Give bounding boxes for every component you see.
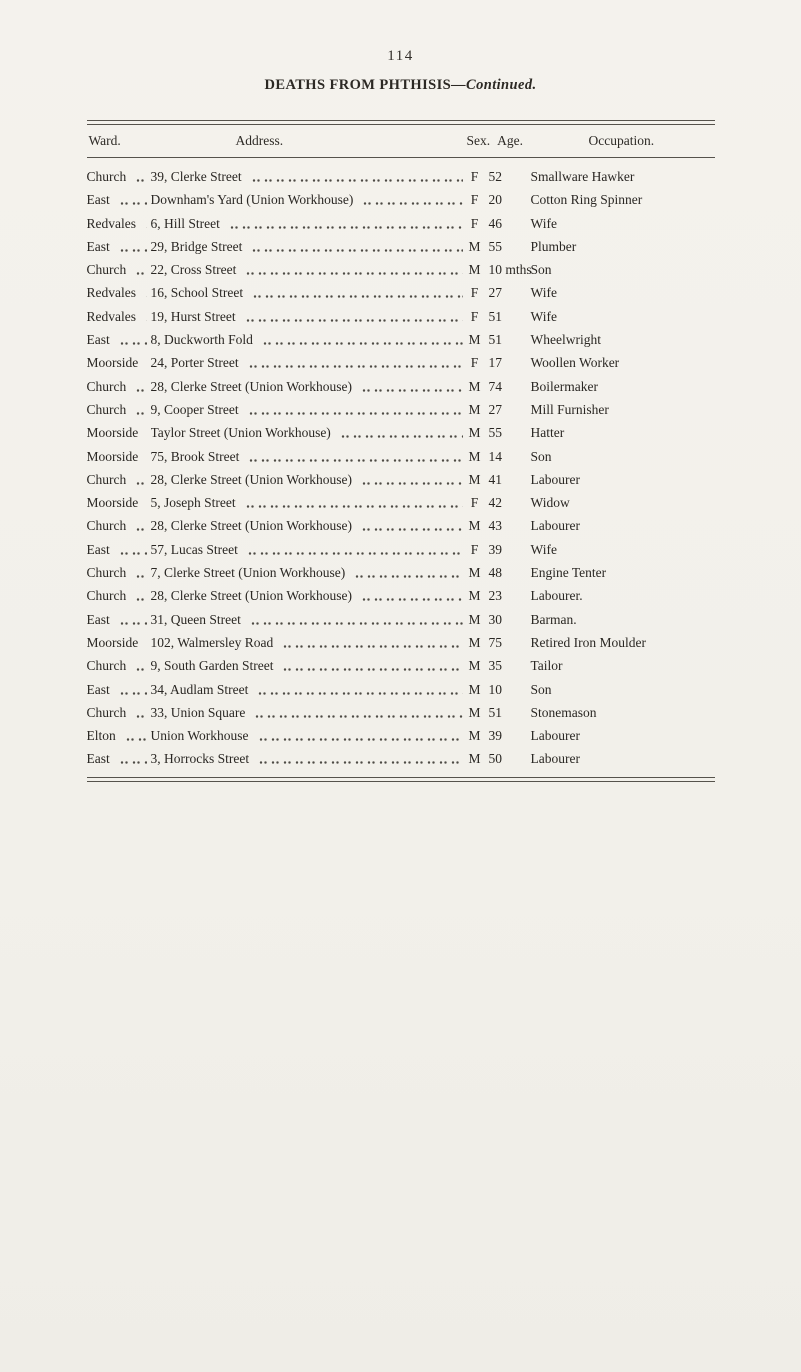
ward-cell: Moorside	[86, 495, 139, 511]
sex-cell: F	[470, 541, 479, 557]
ward-column	[87, 584, 151, 607]
occupation-cell: Barman.	[530, 611, 577, 627]
address-cell: Taylor Street (Union Workhouse)	[150, 425, 331, 441]
age-cell: 39	[488, 541, 502, 557]
address-cell: 31, Queen Street	[150, 611, 241, 627]
ward-cell: Church	[86, 262, 127, 278]
address-cell: 3, Horrocks Street	[150, 751, 250, 767]
age-cell: 42	[488, 495, 502, 511]
table-row	[87, 398, 715, 421]
ward-column	[87, 538, 151, 561]
ward-column	[87, 514, 151, 537]
ward-cell: Church	[86, 518, 127, 534]
ward-cell: Moorside	[86, 355, 139, 371]
address-column	[151, 165, 467, 188]
ward-cell: Church	[86, 658, 127, 674]
dot-leader	[132, 654, 146, 677]
address-column	[151, 235, 467, 258]
ward-column	[87, 701, 151, 724]
deaths-table	[87, 120, 715, 782]
address-column	[151, 514, 467, 537]
dot-leader	[144, 491, 146, 514]
dot-leader	[248, 165, 463, 188]
address-column	[151, 328, 467, 351]
ward-column	[87, 491, 151, 514]
age-cell: 43	[488, 518, 502, 534]
ward-column	[87, 258, 151, 281]
ward-cell: East	[86, 192, 110, 208]
address-cell: 28, Clerke Street (Union Workhouse)	[150, 471, 352, 487]
dot-leader	[358, 468, 463, 491]
dot-leader	[358, 514, 463, 537]
address-cell: 9, Cooper Street	[150, 401, 239, 417]
age-cell: 17	[488, 355, 502, 371]
address-cell: Downham's Yard (Union Workhouse)	[150, 192, 354, 208]
address-column	[151, 631, 467, 654]
sex-cell: M	[468, 332, 481, 348]
sex-cell: F	[470, 215, 479, 231]
occupation-cell: Labourer	[530, 728, 580, 744]
occupation-cell: Wife	[530, 308, 557, 324]
address-cell: Union Workhouse	[150, 728, 249, 744]
address-column	[151, 281, 467, 304]
dot-leader	[132, 561, 146, 584]
table-row	[87, 305, 715, 328]
ward-cell: Moorside	[86, 425, 139, 441]
ward-cell: East	[86, 332, 110, 348]
occupation-cell: Tailor	[530, 658, 563, 674]
table-row	[87, 747, 715, 770]
dot-leader	[337, 421, 463, 444]
ward-cell: East	[86, 541, 110, 557]
address-cell: 29, Bridge Street	[150, 238, 243, 254]
dot-leader	[144, 351, 146, 374]
occupation-cell: Engine Tenter	[530, 565, 607, 581]
age-cell: 55	[488, 425, 502, 441]
dot-leader	[245, 398, 463, 421]
table-row	[87, 584, 715, 607]
dot-leader	[245, 445, 462, 468]
occupation-cell: Wife	[530, 215, 557, 231]
header-sex: Sex.	[466, 133, 491, 148]
sex-cell: M	[468, 425, 481, 441]
dot-leader	[116, 538, 147, 561]
ward-column	[87, 351, 151, 374]
dot-leader	[242, 491, 463, 514]
sex-cell: M	[468, 611, 481, 627]
address-cell: 8, Duckworth Fold	[150, 332, 253, 348]
dot-leader	[358, 584, 463, 607]
sex-cell: F	[470, 308, 479, 324]
ward-column	[87, 608, 151, 631]
table-row	[87, 258, 715, 281]
bottom-double-rule	[87, 777, 715, 782]
address-cell: 102, Walmersley Road	[150, 634, 274, 650]
ward-column	[87, 188, 151, 211]
ward-cell: Church	[86, 588, 127, 604]
table-row	[87, 235, 715, 258]
sex-cell: F	[470, 192, 479, 208]
address-cell: 34, Audlam Street	[150, 681, 249, 697]
title-continued: —Continued.	[451, 77, 537, 93]
dot-leader	[226, 212, 463, 235]
table-row	[87, 491, 715, 514]
ward-cell: Redvales	[86, 285, 136, 301]
occupation-cell: Cotton Ring Spinner	[530, 192, 643, 208]
address-cell: 28, Clerke Street (Union Workhouse)	[150, 518, 352, 534]
table-row	[87, 328, 715, 351]
dot-leader	[116, 608, 147, 631]
sex-cell: F	[470, 169, 479, 184]
address-column	[151, 608, 467, 631]
table-body	[87, 165, 715, 771]
dot-leader	[142, 305, 147, 328]
dot-leader	[116, 235, 147, 258]
table-row	[87, 561, 715, 584]
age-cell: 51	[488, 704, 502, 720]
address-cell: 5, Joseph Street	[150, 495, 236, 511]
table-row	[87, 281, 715, 304]
dot-leader	[144, 631, 146, 654]
occupation-cell: Boilermaker	[530, 378, 598, 394]
dot-leader	[142, 281, 147, 304]
occupation-cell: Labourer	[530, 751, 580, 767]
ward-column	[87, 375, 151, 398]
address-cell: 75, Brook Street	[150, 448, 240, 464]
address-cell: 24, Porter Street	[150, 355, 239, 371]
dot-leader	[132, 701, 146, 724]
dot-leader	[249, 281, 462, 304]
address-column	[151, 445, 467, 468]
ward-cell: Church	[86, 378, 127, 394]
occupation-cell: Plumber	[530, 238, 577, 254]
ward-column	[87, 165, 151, 188]
sex-cell: F	[470, 355, 479, 371]
dot-leader	[248, 235, 462, 258]
occupation-cell: Stonemason	[530, 704, 597, 720]
ward-cell: Church	[86, 565, 127, 581]
sex-cell: M	[468, 238, 481, 254]
sex-cell: M	[468, 704, 481, 720]
dot-leader	[244, 538, 463, 561]
age-cell: 51	[488, 308, 502, 324]
sex-cell: M	[468, 634, 481, 650]
address-cell: 7, Clerke Street (Union Workhouse)	[150, 565, 346, 581]
dot-leader	[132, 514, 146, 537]
address-column	[151, 701, 467, 724]
table-row	[87, 701, 715, 724]
table-header-row	[87, 125, 715, 157]
dot-leader	[358, 375, 463, 398]
page-number: 114	[387, 48, 414, 64]
ward-column	[87, 212, 151, 235]
ward-column	[87, 421, 151, 444]
dot-leader	[132, 398, 146, 421]
table-row	[87, 678, 715, 701]
sex-cell: F	[470, 495, 479, 511]
age-cell: 75	[488, 634, 502, 650]
age-cell: 27	[488, 285, 502, 301]
age-cell: 35	[488, 658, 502, 674]
ward-column	[87, 398, 151, 421]
ward-cell: Redvales	[86, 308, 136, 324]
address-cell: 33, Union Square	[150, 704, 246, 720]
page-title	[0, 77, 801, 94]
occupation-cell: Hatter	[530, 425, 565, 441]
address-column	[151, 305, 467, 328]
address-column	[151, 747, 467, 770]
table-row	[87, 724, 715, 747]
dot-leader	[255, 747, 462, 770]
address-column	[151, 678, 467, 701]
header-rule	[87, 157, 715, 158]
ward-cell: Moorside	[86, 448, 139, 464]
age-cell: 30	[488, 611, 502, 627]
sex-cell: M	[468, 728, 481, 744]
age-cell: 23	[488, 588, 502, 604]
ward-cell: Church	[86, 169, 127, 184]
ward-cell: Redvales	[86, 215, 136, 231]
address-column	[151, 398, 467, 421]
occupation-cell: Son	[530, 681, 552, 697]
ward-cell: Church	[86, 401, 127, 417]
ward-cell: Church	[86, 704, 127, 720]
address-column	[151, 258, 467, 281]
ward-column	[87, 328, 151, 351]
address-cell: 16, School Street	[150, 285, 244, 301]
ward-column	[87, 445, 151, 468]
occupation-cell: Mill Furnisher	[530, 401, 609, 417]
age-cell: 41	[488, 471, 502, 487]
dot-leader	[116, 747, 147, 770]
header-age: Age.	[497, 133, 523, 148]
ward-cell: East	[86, 611, 110, 627]
age-cell: 48	[488, 565, 502, 581]
address-cell: 28, Clerke Street (Union Workhouse)	[150, 588, 352, 604]
header-sex-age	[467, 125, 531, 157]
dot-leader	[116, 678, 147, 701]
occupation-cell: Wife	[530, 541, 557, 557]
occupation-cell: Woollen Worker	[530, 355, 620, 371]
ward-column	[87, 561, 151, 584]
occupation-cell: Wheelwright	[530, 332, 601, 348]
address-column	[151, 724, 467, 747]
ward-column	[87, 235, 151, 258]
table-row	[87, 631, 715, 654]
dot-leader	[142, 212, 147, 235]
ward-cell: Church	[86, 471, 127, 487]
dot-leader	[279, 631, 462, 654]
address-cell: 19, Hurst Street	[150, 308, 236, 324]
ward-column	[87, 631, 151, 654]
sex-cell: M	[468, 518, 481, 534]
dot-leader	[132, 165, 146, 188]
address-cell: 39, Clerke Street	[150, 169, 242, 184]
ward-cell: East	[86, 751, 110, 767]
dot-leader	[144, 421, 146, 444]
ward-column	[87, 678, 151, 701]
dot-leader	[254, 678, 462, 701]
age-cell: 55	[488, 238, 502, 254]
sex-cell: M	[468, 471, 481, 487]
table-row	[87, 188, 715, 211]
ward-column	[87, 305, 151, 328]
address-column	[151, 468, 467, 491]
occupation-cell: Retired Iron Moulder	[530, 634, 646, 650]
dot-leader	[247, 608, 463, 631]
address-column	[151, 375, 467, 398]
address-cell: 6, Hill Street	[150, 215, 220, 231]
table-row	[87, 375, 715, 398]
age-cell: 51	[488, 332, 502, 348]
address-column	[151, 351, 467, 374]
header-ward: Ward.	[88, 133, 121, 148]
address-column	[151, 212, 467, 235]
address-column	[151, 421, 467, 444]
age-cell: 39	[488, 728, 502, 744]
age-cell: 46	[488, 215, 502, 231]
dot-leader	[116, 188, 147, 211]
dot-leader	[245, 351, 463, 374]
dot-leader	[132, 258, 146, 281]
occupation-cell: Widow	[530, 495, 570, 511]
header-occupation: Occupation.	[588, 133, 655, 148]
ward-column	[87, 281, 151, 304]
dot-leader	[251, 701, 462, 724]
age-cell: 52	[488, 169, 502, 184]
dot-leader	[242, 258, 462, 281]
sex-cell: M	[468, 378, 481, 394]
table-row	[87, 538, 715, 561]
dot-leader	[279, 654, 462, 677]
age-cell: 10	[488, 681, 502, 697]
sex-cell: F	[470, 285, 479, 301]
ward-column	[87, 724, 151, 747]
title-main: DEATHS FROM PHTHISIS	[264, 77, 452, 93]
ward-cell: East	[86, 681, 110, 697]
dot-leader	[359, 188, 462, 211]
address-cell: 9, South Garden Street	[150, 658, 274, 674]
ward-cell: Moorside	[86, 634, 139, 650]
ward-column	[87, 468, 151, 491]
sex-cell: M	[468, 262, 481, 278]
address-column	[151, 538, 467, 561]
dot-leader	[242, 305, 463, 328]
occupation-cell: Labourer	[530, 518, 580, 534]
occupation-cell: Labourer	[530, 471, 580, 487]
occupation-cell: Labourer.	[530, 588, 583, 604]
sex-cell: M	[468, 588, 481, 604]
dot-leader	[122, 724, 147, 747]
ward-cell: East	[86, 238, 110, 254]
address-cell: 28, Clerke Street (Union Workhouse)	[150, 378, 352, 394]
address-column	[151, 491, 467, 514]
occupation-cell: Wife	[530, 285, 557, 301]
table-row	[87, 351, 715, 374]
sex-cell: M	[468, 658, 481, 674]
address-column	[151, 584, 467, 607]
table-row	[87, 608, 715, 631]
table-row	[87, 165, 715, 188]
ward-column	[87, 747, 151, 770]
age-cell: 14	[488, 448, 502, 464]
occupation-cell: Son	[530, 262, 552, 278]
age-cell: 27	[488, 401, 502, 417]
header-address: Address.	[235, 133, 284, 148]
sex-cell: M	[468, 565, 481, 581]
address-cell: 57, Lucas Street	[150, 541, 238, 557]
sex-cell: M	[468, 401, 481, 417]
dot-leader	[132, 375, 146, 398]
dot-leader	[132, 468, 146, 491]
age-cell: 10 mths	[488, 262, 532, 278]
address-cell: 22, Cross Street	[150, 262, 237, 278]
address-column	[151, 561, 467, 584]
address-column	[151, 188, 467, 211]
address-column	[151, 654, 467, 677]
table-row	[87, 514, 715, 537]
table-row	[87, 421, 715, 444]
dot-leader	[255, 724, 463, 747]
dot-leader	[116, 328, 147, 351]
table-row	[87, 654, 715, 677]
dot-leader	[144, 445, 146, 468]
dot-leader	[132, 584, 146, 607]
dot-leader	[351, 561, 462, 584]
age-cell: 20	[488, 192, 502, 208]
ward-cell: Elton	[86, 728, 116, 744]
occupation-cell: Smallware Hawker	[530, 169, 635, 184]
sex-cell: M	[468, 448, 481, 464]
table-row	[87, 468, 715, 491]
ward-column	[87, 654, 151, 677]
table-row	[87, 212, 715, 235]
age-cell: 74	[488, 378, 502, 394]
table-row	[87, 445, 715, 468]
age-cell: 50	[488, 751, 502, 767]
dot-leader	[259, 328, 463, 351]
sex-cell: M	[468, 751, 481, 767]
sex-cell: M	[468, 681, 481, 697]
occupation-cell: Son	[530, 448, 552, 464]
